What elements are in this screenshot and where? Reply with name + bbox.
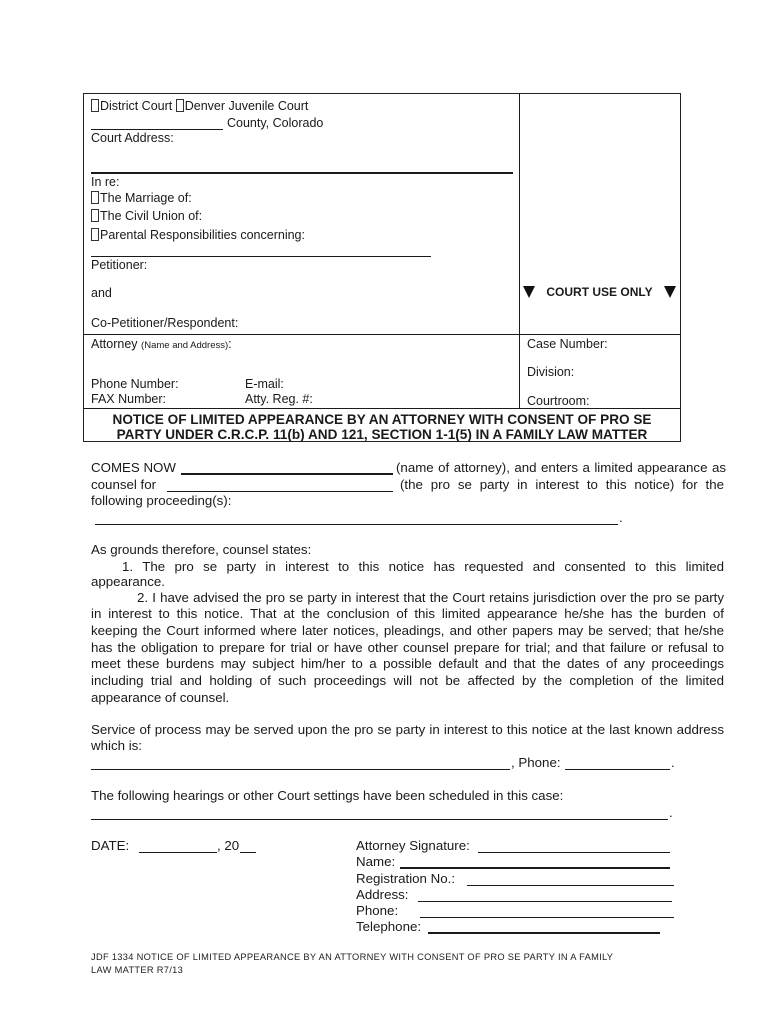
district-court-label: District Court bbox=[100, 99, 173, 113]
marriage-row bbox=[91, 191, 192, 205]
counsel-for-text: (the pro se party in interest to this notice) for the bbox=[400, 477, 724, 492]
following-proceedings-label: following proceeding(s): bbox=[91, 493, 232, 508]
address-blank[interactable] bbox=[418, 901, 672, 902]
attorney-colon: : bbox=[228, 337, 232, 351]
service-phone-label: , Phone: bbox=[511, 755, 561, 770]
address-label: Address: bbox=[356, 887, 409, 902]
date-label: DATE: bbox=[91, 838, 130, 853]
phone-number-label: Phone Number: bbox=[91, 377, 179, 391]
service-text-line: which is: bbox=[91, 738, 142, 753]
and-label: and bbox=[91, 286, 112, 300]
down-triangle-icon bbox=[523, 286, 535, 298]
date-blank[interactable] bbox=[139, 852, 217, 853]
name-label: Name: bbox=[356, 854, 396, 869]
hearings-intro: The following hearings or other Court settings have been scheduled in this case: bbox=[91, 788, 564, 803]
service-text-line: Service of process may be served upon the pro se party in interest to this notice at the last known address bbox=[91, 722, 724, 737]
attorney-signature-blank[interactable] bbox=[478, 852, 670, 853]
registration-blank[interactable] bbox=[467, 885, 674, 886]
year-prefix: , 20 bbox=[217, 838, 240, 853]
civil-union-label: The Civil Union of: bbox=[100, 209, 203, 223]
marriage-checkbox[interactable] bbox=[91, 191, 99, 204]
grounds-intro: As grounds therefore, counsel states: bbox=[91, 542, 312, 557]
court-address-rule bbox=[91, 172, 513, 174]
ground-2-line: 2. I have advised the pro se party in interest that the Court retains jurisdiction over the pro se party bbox=[137, 590, 724, 605]
fax-number-label: FAX Number: bbox=[91, 392, 167, 406]
case-number-label: Case Number: bbox=[527, 337, 608, 351]
comes-now-text: (name of attorney), and enters a limited appearance as bbox=[396, 460, 726, 475]
proceedings-blank[interactable] bbox=[95, 524, 618, 525]
courtroom-label: Courtroom: bbox=[527, 394, 590, 408]
ground-2-line: including trial and holding of such proceedings will not be affected by the completion of the limited bbox=[91, 673, 724, 688]
ground-2-line: keeping the Court informed where later notices, pleadings, and other papers may be served; that he/she bbox=[91, 623, 724, 638]
document-title-line-1: NOTICE OF LIMITED APPEARANCE BY AN ATTORNEY WITH CONSENT OF PRO SE bbox=[112, 412, 652, 427]
name-blank[interactable] bbox=[400, 867, 670, 869]
party-names-blank[interactable] bbox=[91, 256, 431, 257]
registration-label: Registration No.: bbox=[356, 871, 456, 886]
civil-union-row bbox=[91, 209, 202, 223]
attorney-signature-label: Attorney Signature: bbox=[356, 838, 470, 853]
attorney-sublabel: (Name and Address) bbox=[141, 340, 229, 351]
proceedings-period: . bbox=[619, 510, 623, 525]
district-court-checkbox[interactable] bbox=[91, 99, 99, 112]
comes-now-label: COMES NOW bbox=[91, 460, 176, 475]
phone-blank[interactable] bbox=[420, 917, 674, 918]
telephone-label: Telephone: bbox=[356, 919, 422, 934]
phone-label: Phone: bbox=[356, 903, 399, 918]
ground-1-line: appearance. bbox=[91, 574, 165, 589]
court-use-only-label: COURT USE ONLY bbox=[546, 285, 653, 299]
caption-column-divider bbox=[519, 93, 520, 408]
document-title-line-2: PARTY UNDER C.R.C.P. 11(b) AND 121, SECTION 1-1(5) IN A FAMILY LAW MATTER bbox=[116, 427, 648, 442]
ground-1-line: 1. The pro se party in interest to this notice has requested and consented to this limited bbox=[122, 559, 724, 574]
attorney-label: Attorney bbox=[91, 337, 138, 351]
parental-responsibilities-checkbox[interactable] bbox=[91, 228, 99, 241]
parental-responsibilities-label: Parental Responsibilities concerning: bbox=[100, 228, 305, 242]
service-address-blank[interactable] bbox=[91, 769, 510, 770]
division-label: Division: bbox=[527, 365, 575, 379]
denver-juvenile-court-checkbox[interactable] bbox=[176, 99, 184, 112]
service-phone-period: . bbox=[671, 755, 675, 770]
county-name-blank[interactable] bbox=[91, 129, 223, 130]
email-label: E-mail: bbox=[245, 377, 284, 391]
year-blank[interactable] bbox=[240, 852, 256, 853]
petitioner-label: Petitioner: bbox=[91, 258, 148, 272]
attorney-label-row bbox=[91, 337, 232, 353]
ground-2-line: appearance of counsel. bbox=[91, 690, 230, 705]
form-footer-line-1: JDF 1334 NOTICE OF LIMITED APPEARANCE BY AN ATTORNEY WITH CONSENT OF PRO SE PARTY IN A FAMILY bbox=[91, 952, 614, 962]
attorney-name-blank[interactable] bbox=[181, 473, 393, 475]
pro-se-party-blank[interactable] bbox=[167, 491, 393, 492]
caption-row-divider bbox=[83, 334, 681, 335]
in-re-label: In re: bbox=[91, 175, 120, 189]
court-type-row bbox=[91, 99, 308, 113]
marriage-label: The Marriage of: bbox=[100, 191, 192, 205]
hearings-blank[interactable] bbox=[91, 819, 668, 820]
civil-union-checkbox[interactable] bbox=[91, 209, 99, 222]
court-use-only-banner bbox=[523, 285, 676, 299]
denver-juvenile-court-label: Denver Juvenile Court bbox=[184, 99, 309, 113]
ground-2-line: meet these burdens may subject him/her to a possible default and that the dates of any proceedings bbox=[91, 656, 724, 671]
counsel-for-label: counsel for bbox=[91, 477, 157, 492]
down-triangle-icon bbox=[664, 286, 676, 298]
co-petitioner-label: Co-Petitioner/Respondent: bbox=[91, 316, 239, 330]
county-label: County, Colorado bbox=[227, 116, 324, 130]
service-phone-blank[interactable] bbox=[565, 769, 670, 770]
atty-reg-label: Atty. Reg. #: bbox=[245, 392, 313, 406]
title-row-divider bbox=[83, 408, 681, 409]
court-address-label: Court Address: bbox=[91, 131, 174, 145]
parental-responsibilities-row bbox=[91, 228, 305, 242]
telephone-blank[interactable] bbox=[428, 932, 660, 934]
form-footer-line-2: LAW MATTER R7/13 bbox=[91, 965, 184, 975]
ground-2-line: in interest to this notice. That at the conclusion of this limited appearance he/she has the burden of bbox=[91, 606, 724, 621]
ground-2-line: has the obligation to prepare for trial or have other counsel prepare for trial; and that failure or refusal to bbox=[91, 640, 724, 655]
hearings-period: . bbox=[669, 805, 673, 820]
